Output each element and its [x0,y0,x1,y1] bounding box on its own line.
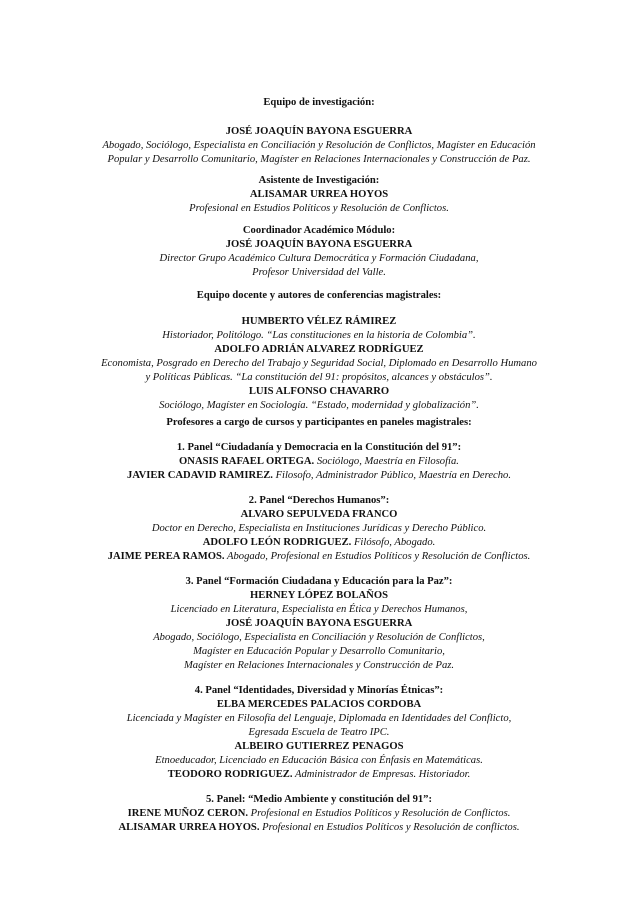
coordinator-desc-2: Profesor Universidad del Valle. [252,267,386,278]
panel5-member-a [0,807,638,820]
coordinator-name: JOSÉ JOAQUÍN BAYONA ESGUERRA [225,239,413,250]
panel3-b-desc-1: Abogado, Sociólogo, Especialista en Conciliación y Resolución de Conflictos, [153,632,485,643]
panel2-member-c [0,550,638,563]
assistant-name: ALISAMAR URREA HOYOS [249,189,389,200]
faculty-p1-name: HUMBERTO VÉLEZ RÁMIREZ [241,316,397,327]
panel4-member-c [0,768,638,781]
panel3-b-desc-2: Magíster en Educación Popular y Desarrollo Comunitario, [193,646,445,657]
faculty-p3-name: LUIS ALFONSO CHAVARRO [248,386,390,397]
faculty-p2-desc-2: y Políticas Públicas. “La constitución del 91: propósitos, alcances y obstáculos”. [145,372,493,383]
panel4-a-desc-1: Licenciada y Magíster en Filosofía del Lenguaje, Diplomada en Identidades del Conflicto, [126,713,512,724]
panel2-member-b [0,536,638,549]
panel5-a-desc: Profesional en Estudios Políticos y Resolución de Conflictos. [248,808,511,819]
panel2-c-name: JAIME PEREA RAMOS. [107,551,225,562]
panel3-a-name: HERNEY LÓPEZ BOLAÑOS [250,590,388,601]
panel5-member-b [0,821,638,834]
panel2-c-desc: Abogado, Profesional en Estudios Políticos y Resolución de Conflictos. [224,551,531,562]
assistant-title: Asistente de Investigación: [258,175,380,186]
coordinator-title: Coordinador Académico Módulo: [242,225,396,236]
lead-desc-2: Popular y Desarrollo Comunitario, Magíster en Relaciones Internacionales y Construcción de Paz. [107,154,531,165]
panel2-b-name: ADOLFO LEÓN RODRIGUEZ. [202,537,352,548]
panel5-title: 5. Panel: “Medio Ambiente y constitución del 91”: [206,794,432,805]
panel1-a-name: ONASIS RAFAEL ORTEGA. [179,456,315,467]
faculty-heading: Equipo docente y autores de conferencias magistrales: [196,290,442,301]
panel5-b-name: ALISAMAR URREA HOYOS. [118,822,260,833]
panel1-b-name: JAVIER CADAVID RAMIREZ. [127,470,273,481]
team-heading: Equipo de investigación: [263,97,375,108]
faculty-p2-desc-1: Economista, Posgrado en Derecho del Trabajo y Seguridad Social, Diplomado en Desarrollo Humano [101,358,537,369]
panel4-a-name: ELBA MERCEDES PALACIOS CORDOBA [216,699,422,710]
panel1-member-b [0,469,638,482]
panel4-title: 4. Panel “Identidades, Diversidad y Minorías Étnicas”: [194,685,444,696]
panel1-member-a [0,455,638,468]
panel4-c-name: TEODORO RODRIGUEZ. [167,769,293,780]
faculty-p1-desc: Historiador, Politólogo. “Las constituciones en la historia de Colombia”. [162,330,476,341]
assistant-desc: Profesional en Estudios Políticos y Resolución de Conflictos. [189,203,449,214]
panel2-a-name: ALVARO SEPULVEDA FRANCO [240,509,398,520]
panel3-title: 3. Panel “Formación Ciudadana y Educación para la Paz”: [185,576,453,587]
panel3-b-desc-3: Magíster en Relaciones Internacionales y Construcción de Paz. [183,660,455,671]
panels-heading: Profesores a cargo de cursos y participantes en paneles magistrales: [166,417,472,428]
panel2-a-desc: Doctor en Derecho, Especialista en Instituciones Jurídicas y Derecho Público. [151,523,487,534]
panel2-title: 2. Panel “Derechos Humanos”: [248,495,390,506]
lead-name: JOSÉ JOAQUÍN BAYONA ESGUERRA [225,126,413,137]
panel1-title: 1. Panel “Ciudadanía y Democracia en la Constitución del 91”: [176,442,462,453]
panel1-b-desc: Filosofo, Administrador Público, Maestría en Derecho. [272,470,511,481]
faculty-p2-name: ADOLFO ADRIÁN ALVAREZ RODRÍGUEZ [214,344,424,355]
lead-desc-1: Abogado, Sociólogo, Especialista en Conciliación y Resolución de Conflictos, Magíster en Educación [102,140,536,151]
panel2-b-desc: Filósofo, Abogado. [351,537,436,548]
panel3-a-desc: Licenciado en Literatura, Especialista en Ética y Derechos Humanos, [170,604,468,615]
panel4-c-desc: Administrador de Empresas. Historiador. [292,769,471,780]
panel1-a-desc: Sociólogo, Maestría en Filosofía. [314,456,459,467]
panel4-b-desc: Etnoeducador, Licenciado en Educación Básica con Énfasis en Matemáticas. [155,755,483,766]
panel5-a-name: IRENE MUÑOZ CERON. [127,808,248,819]
panel4-b-name: ALBEIRO GUTIERREZ PENAGOS [234,741,404,752]
coordinator-desc-1: Director Grupo Académico Cultura Democrática y Formación Ciudadana, [159,253,479,264]
faculty-p3-desc: Sociólogo, Magíster en Sociología. “Estado, modernidad y globalización”. [159,400,479,411]
panel4-a-desc-2: Egresada Escuela de Teatro IPC. [248,727,390,738]
panel5-b-desc: Profesional en Estudios Políticos y Resolución de conflictos. [259,822,520,833]
panel3-b-name: JOSÉ JOAQUÍN BAYONA ESGUERRA [225,618,413,629]
